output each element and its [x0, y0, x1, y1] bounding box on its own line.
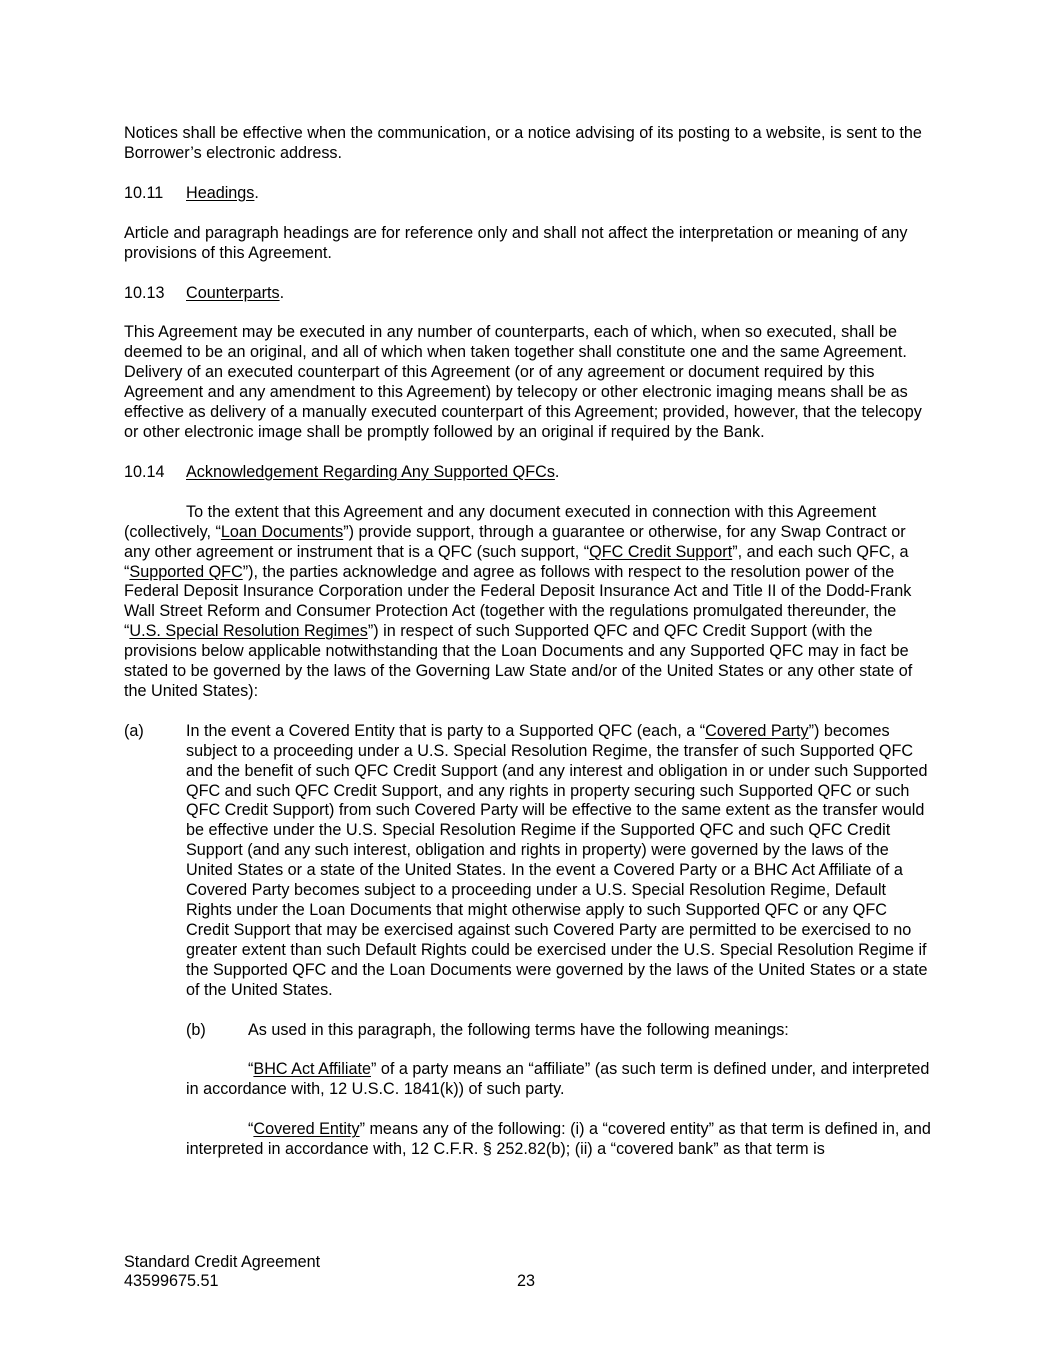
definition-covered-entity [186, 1120, 932, 1160]
clause-b [186, 1021, 932, 1041]
section-number: 10.13 [124, 283, 165, 302]
document-page [124, 124, 932, 1160]
text-run: ” of a party means an “affiliate” (as such term is defined under, and interpreted in accordance with, 12 U.S.C. 1841(k)) of such party. [186, 1060, 930, 1099]
section-title: Acknowledgement Regarding Any Supported QFCs [186, 462, 555, 481]
section-10-14-heading [124, 463, 932, 483]
text-run: ”), the parties acknowledge and agree as follows with respect to the resolution power of the Federal Deposit Insurance Corporation under the Federal Deposit Insurance Act and Title II of the Dodd-Frank Wall Street Reform and Consumer Protection Act (together with the regulations promulgated thereunder, the “ [124, 562, 912, 641]
section-number: 10.14 [124, 462, 165, 481]
defined-term: U.S. Special Resolution Regimes [129, 622, 368, 641]
text-run: “ [248, 1060, 254, 1079]
footer-document-info [124, 1253, 320, 1291]
clause-label: (b) [186, 1020, 206, 1039]
text-run: ”) becomes subject to a proceeding under a U.S. Special Resolution Regime, the transfer of such Supported QFC and the benefit of such QFC Credit Support (and any interest and obligation in or under such Supported QFC and such QFC Credit Support, and any rights in property securing such Supported QFC or such QFC Credit Support) from such Covered Party will be effective to the same extent as the transfer would be effective under the U.S. Special Resolution Regime if the Supported QFC and such QFC Credit Support (and any such interest, obligation and rights in property) were governed by the laws of the United States or a state of the United States. In the event a Covered Party or a BHC Act Affiliate of a Covered Party becomes subject to a proceeding under a U.S. Special Resolution Regime, Default Rights under the Loan Documents that might otherwise apply to such Supported QFC or any QFC Credit Support that may be exercised against such Covered Party are permitted to be exercised to no greater extent than such Default Rights could be exercised under the U.S. Special Resolution Regime if the Supported QFC and the Loan Documents were governed by the laws of the United States or a state of the United States. [186, 721, 928, 999]
section-title-period: . [254, 183, 259, 202]
defined-term: Supported QFC [129, 562, 243, 581]
clause-b-text: As used in this paragraph, the following terms have the following meanings: [248, 1020, 789, 1039]
section-title-period: . [554, 462, 560, 481]
clause-a-text [186, 722, 932, 1001]
section-title-period: . [279, 283, 285, 302]
text-run: ” means any of the following: (i) a “covered entity” as that term is defined in, and interpreted in accordance with, 12 C.F.R. § 252.82(b); (ii) a “covered bank” as that term is [186, 1120, 931, 1159]
text-run: In the event a Covered Entity that is party to a Supported QFC (each, a “ [186, 721, 706, 740]
clause-a-body [186, 722, 932, 1160]
clause-a [124, 722, 932, 1160]
footer-doc-number: 43599675.51 [124, 1272, 219, 1290]
footer-doc-title: Standard Credit Agreement [124, 1253, 321, 1271]
notices-paragraph: Notices shall be effective when the communication, or a notice advising of its posting to a website, is sent to the Borrower’s electronic address. [124, 124, 922, 162]
page-number: 23 [517, 1272, 536, 1290]
defined-term: QFC Credit Support [589, 542, 733, 561]
defined-term: BHC Act Affiliate [253, 1060, 371, 1079]
section-10-13-heading [124, 284, 932, 304]
text-run: ”) provide support, through a guarantee or otherwise, for any Swap Contract or any other agreement or instrument that is a QFC (such support, “ [124, 522, 906, 561]
qfc-intro-paragraph [124, 503, 932, 702]
defined-term: Covered Party [705, 721, 809, 740]
section-title: Headings [186, 183, 255, 202]
headings-paragraph: Article and paragraph headings are for reference only and shall not affect the interpretation or meaning of any provisions of this Agreement. [124, 223, 908, 262]
section-10-11-heading [124, 184, 932, 204]
definition-bhc-act-affiliate [186, 1060, 932, 1100]
defined-term: Loan Documents [220, 522, 344, 541]
defined-term: Covered Entity [253, 1120, 360, 1139]
text-run: To the extent that this Agreement and any document executed in connection with this Agreement (collectively, “ [124, 502, 877, 541]
text-run: ”) in respect of such Supported QFC and QFC Credit Support (with the provisions below applicable notwithstanding that the Loan Documents and any Supported QFC may in fact be stated to be governed by the laws of the Governing Law State and/or of the United States or any other state of the United States): [124, 622, 913, 700]
text-run: “ [248, 1120, 254, 1139]
counterparts-paragraph: This Agreement may be executed in any number of counterparts, each of which, when so executed, shall be deemed to be an original, and all of which when taken together shall constitute one and the same Agreement. Delivery of an executed counterpart of this Agreement (or of any agreement or document required by this Agreement and any amendment to this Agreement) by telecopy or other electronic imaging means shall be as effective as delivery of a manually executed counterpart of this Agreement; provided, however, that the telecopy or other electronic image shall be promptly followed by an original if required by the Bank. [124, 323, 922, 441]
text-run: ”, and each such QFC, a “ [124, 542, 909, 581]
section-title: Counterparts [186, 283, 280, 302]
clause-label: (a) [124, 721, 144, 740]
section-number: 10.11 [124, 183, 164, 202]
